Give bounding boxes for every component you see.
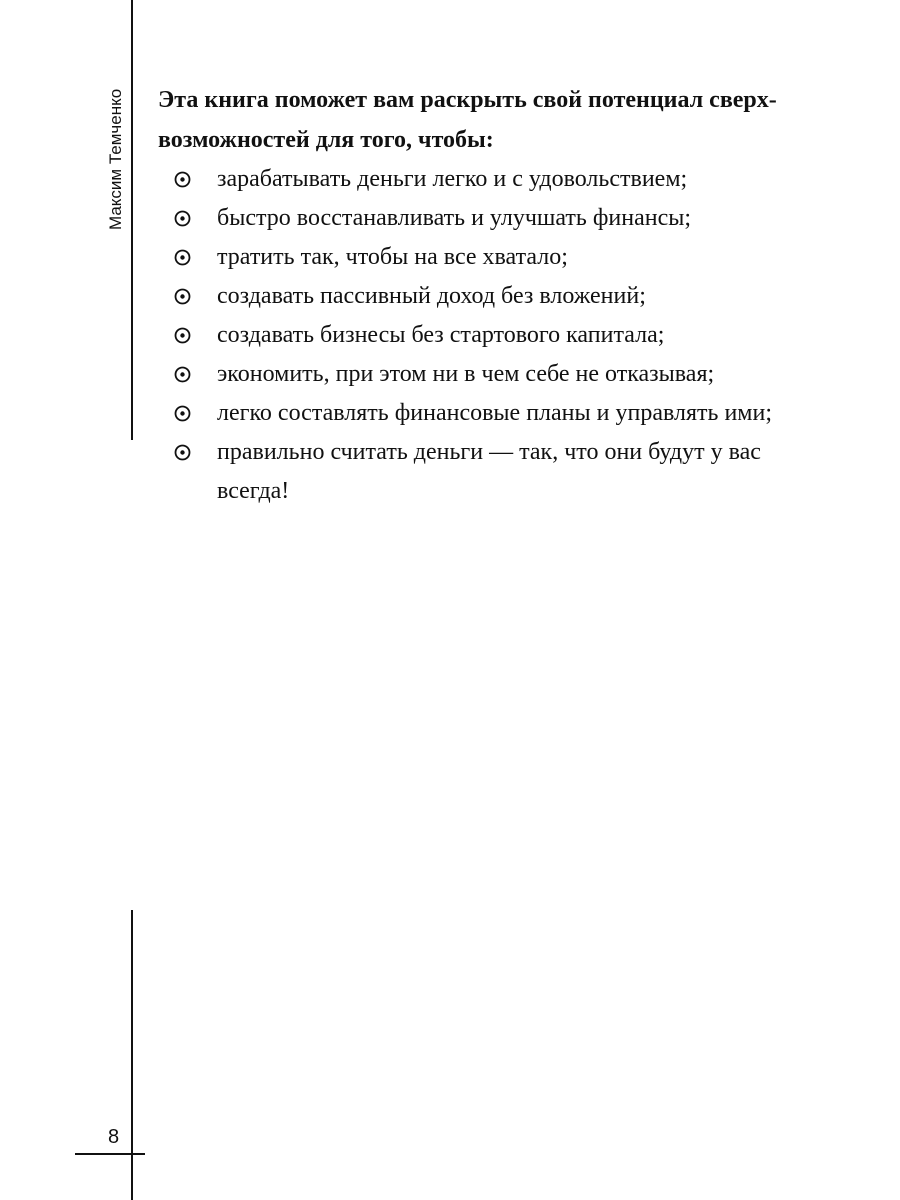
page-content xyxy=(158,80,838,511)
running-head-author: Максим Темченко xyxy=(106,88,125,230)
vertical-rule-top xyxy=(131,0,133,440)
list-item-text: тратить так, чтобы на все хватало; xyxy=(217,244,568,270)
circled-dot-icon xyxy=(158,394,217,433)
page-number: 8 xyxy=(108,1126,120,1148)
list-item xyxy=(158,277,838,316)
circled-dot-icon xyxy=(158,433,217,472)
list-item-text: правильно считать деньги — так, что они будут у вас всегда! xyxy=(217,439,761,504)
list-item xyxy=(158,160,838,199)
circled-dot-icon xyxy=(158,277,217,316)
list-item-text: легко составлять финансовые планы и управлять ими; xyxy=(217,400,772,426)
list-item xyxy=(158,199,838,238)
page-number-rule xyxy=(75,1153,145,1155)
list-item xyxy=(158,355,838,394)
list-item xyxy=(158,238,838,277)
list-item-text: быстро восстанавливать и улучшать финансы; xyxy=(217,205,692,231)
list-item-text: создавать бизнесы без стартового капитала; xyxy=(217,322,665,348)
vertical-rule-bottom xyxy=(131,910,133,1200)
intro-paragraph: Эта книга поможет вам раскрыть свой потенциал сверхвозможностей для того, чтобы: xyxy=(158,87,777,153)
circled-dot-icon xyxy=(158,355,217,394)
circled-dot-icon xyxy=(158,160,217,199)
circled-dot-icon xyxy=(158,316,217,355)
list-item-text: экономить, при этом ни в чем себе не отказывая; xyxy=(217,361,715,387)
list-item-text: зарабатывать деньги легко и с удовольствием; xyxy=(217,166,688,192)
benefits-list xyxy=(158,160,838,511)
list-item xyxy=(158,433,838,511)
list-item-text: создавать пассивный доход без вложений; xyxy=(217,283,646,309)
circled-dot-icon xyxy=(158,199,217,238)
circled-dot-icon xyxy=(158,238,217,277)
list-item xyxy=(158,316,838,355)
list-item xyxy=(158,394,838,433)
